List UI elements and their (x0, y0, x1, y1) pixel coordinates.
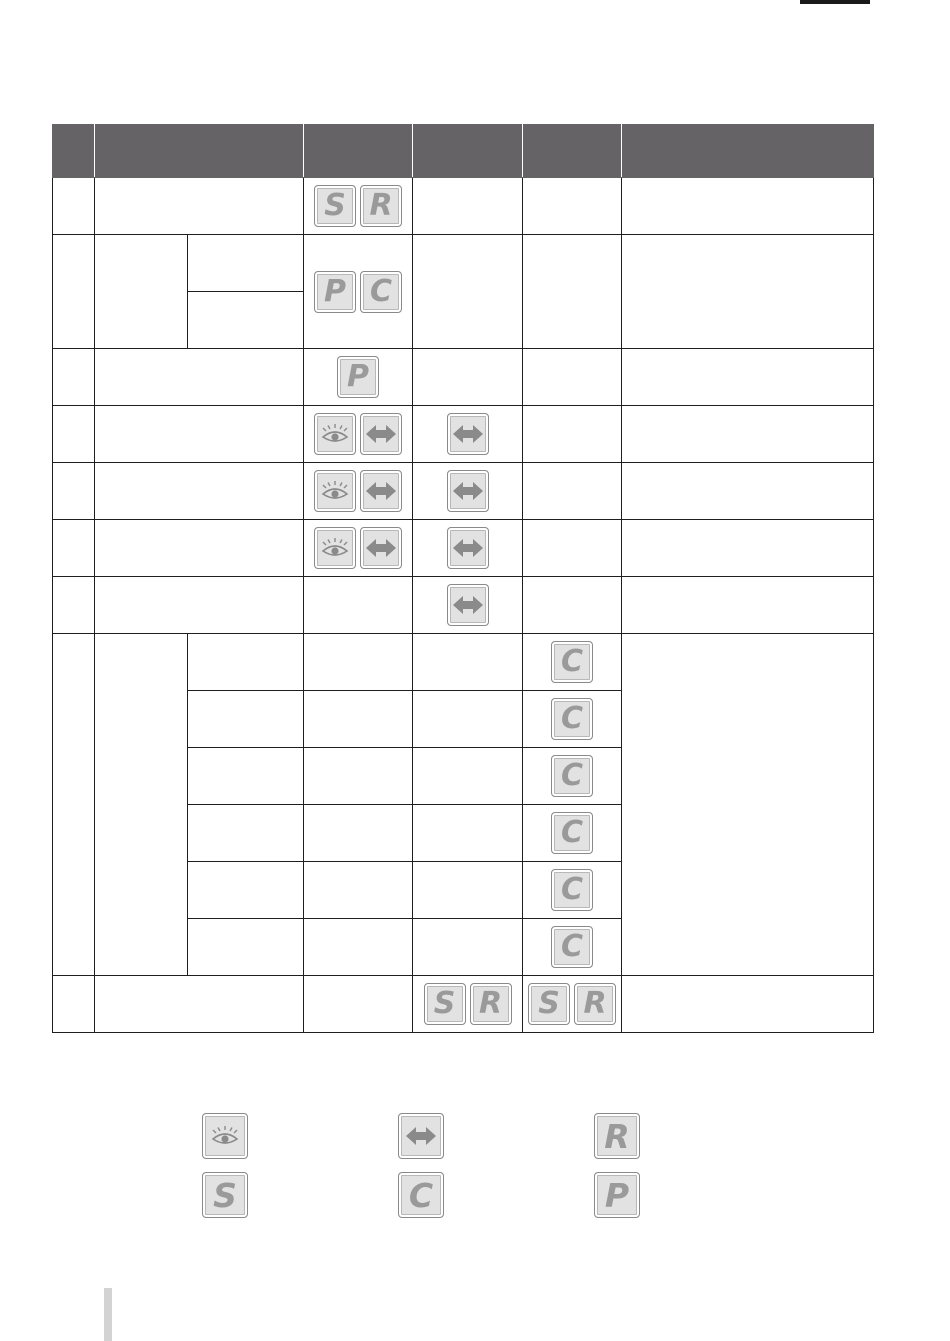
header-cell (95, 125, 304, 178)
double-arrow-icon (447, 527, 489, 569)
r-key-icon (594, 1113, 640, 1159)
table-cell (95, 178, 304, 235)
s-key-icon (528, 983, 570, 1025)
icon-group (413, 470, 522, 512)
p-key-icon (337, 356, 379, 398)
table-row (53, 178, 874, 235)
table-cell (304, 634, 413, 691)
p-letter: P (604, 1175, 630, 1215)
table-cell (523, 748, 622, 805)
r-letter: R (369, 188, 393, 223)
c-key-icon (551, 926, 593, 968)
c-letter: C (560, 872, 584, 907)
icon-group (413, 413, 522, 455)
table-cell (188, 862, 304, 919)
table-cell (413, 634, 523, 691)
icon-group (413, 584, 522, 626)
c-letter: C (560, 644, 584, 679)
table-cell (413, 406, 523, 463)
header-cell (413, 125, 523, 178)
table-cell (304, 805, 413, 862)
table-cell (413, 349, 523, 406)
table-cell (304, 463, 413, 520)
r-key-icon (470, 983, 512, 1025)
header-cell (622, 125, 874, 178)
s-letter: S (433, 986, 456, 1021)
table-cell (188, 805, 304, 862)
table-cell (95, 577, 304, 634)
table-cell (622, 634, 874, 976)
c-key-icon (551, 869, 593, 911)
table-header (53, 125, 874, 178)
table-cell (53, 178, 95, 235)
table-cell (53, 463, 95, 520)
c-key-icon (398, 1172, 444, 1218)
eye-icon (314, 470, 356, 512)
r-key-icon (360, 185, 402, 227)
c-letter: C (560, 815, 584, 850)
c-key-icon (360, 271, 402, 313)
table-row (53, 463, 874, 520)
table-cell (95, 976, 304, 1033)
icon-group (523, 698, 621, 740)
table-cell (413, 178, 523, 235)
c-letter: C (560, 758, 584, 793)
eye-icon (314, 527, 356, 569)
p-key-icon (594, 1172, 640, 1218)
table-cell (413, 691, 523, 748)
double-arrow-icon (360, 527, 402, 569)
r-key-icon (574, 983, 616, 1025)
double-arrow-icon (398, 1113, 444, 1159)
table-cell (523, 178, 622, 235)
s-letter: S (213, 1175, 237, 1215)
table-cell (304, 862, 413, 919)
table-cell (523, 235, 622, 349)
table-cell (304, 748, 413, 805)
table-cell (53, 976, 95, 1033)
table-cell (413, 805, 523, 862)
icon-group (523, 641, 621, 683)
table-cell (304, 178, 413, 235)
s-key-icon (202, 1172, 248, 1218)
s-letter: S (538, 986, 560, 1021)
table-cell (413, 862, 523, 919)
icon-group (523, 983, 621, 1025)
double-arrow-icon (360, 470, 402, 512)
table-cell (53, 520, 95, 577)
table-cell (95, 463, 304, 520)
table-cell (95, 634, 188, 976)
header-cell (304, 125, 413, 178)
table-cell (622, 463, 874, 520)
double-arrow-icon (447, 584, 489, 626)
eye-icon (202, 1113, 248, 1159)
table-cell (188, 292, 304, 349)
table-cell (304, 577, 413, 634)
header-cell (523, 125, 622, 178)
table-cell (523, 976, 622, 1033)
double-arrow-icon (360, 413, 402, 455)
table-cell (53, 349, 95, 406)
table-cell (622, 349, 874, 406)
table-cell (95, 406, 304, 463)
c-letter: C (408, 1175, 434, 1215)
c-key-icon (551, 698, 593, 740)
c-key-icon (551, 812, 593, 854)
table-cell (523, 634, 622, 691)
table-cell (304, 349, 413, 406)
table-cell (622, 178, 874, 235)
icon-group (523, 869, 621, 911)
icon-group (304, 271, 412, 313)
icon-group (304, 413, 412, 455)
table-cell (53, 634, 95, 976)
table-cell (523, 520, 622, 577)
p-letter: P (324, 273, 346, 309)
table-cell (523, 349, 622, 406)
c-letter: C (560, 929, 584, 964)
p-key-icon (314, 271, 356, 313)
table-cell (188, 691, 304, 748)
page-corner-mark (800, 0, 870, 4)
table-cell (304, 406, 413, 463)
table-cell (523, 862, 622, 919)
c-key-icon (551, 755, 593, 797)
s-letter: S (324, 188, 346, 223)
table-cell (523, 577, 622, 634)
table-cell (95, 349, 304, 406)
double-arrow-icon (447, 413, 489, 455)
table-cell (413, 463, 523, 520)
table-cell (53, 235, 95, 349)
table-row (53, 349, 874, 406)
table-cell (622, 520, 874, 577)
table-cell (413, 748, 523, 805)
header-cell (53, 125, 95, 178)
table-cell (304, 976, 413, 1033)
table-cell (304, 520, 413, 577)
icon-group (523, 926, 621, 968)
table-cell (413, 919, 523, 976)
table-cell (523, 919, 622, 976)
table-row (53, 976, 874, 1033)
table-cell (304, 919, 413, 976)
table-cell (304, 235, 413, 349)
table-row (53, 235, 874, 292)
c-key-icon (551, 641, 593, 683)
icon-group (523, 755, 621, 797)
table-cell (523, 691, 622, 748)
table-cell (188, 235, 304, 292)
eye-icon (314, 413, 356, 455)
table-cell (622, 577, 874, 634)
table-row (53, 634, 874, 691)
table-cell (622, 976, 874, 1033)
table-cell (413, 976, 523, 1033)
table-cell (413, 577, 523, 634)
double-arrow-icon (447, 470, 489, 512)
table-cell (413, 520, 523, 577)
icon-group (413, 527, 522, 569)
table-cell (188, 919, 304, 976)
c-letter: C (369, 273, 393, 309)
icon-group (523, 812, 621, 854)
table-cell (304, 691, 413, 748)
table-cell (188, 634, 304, 691)
r-letter: R (478, 986, 503, 1021)
table-cell (53, 577, 95, 634)
table-cell (523, 406, 622, 463)
table-cell (622, 235, 874, 349)
table-cell (523, 805, 622, 862)
icon-group (304, 185, 412, 227)
table-row (53, 577, 874, 634)
s-key-icon (314, 185, 356, 227)
r-letter: R (604, 1116, 630, 1156)
icon-group (413, 983, 522, 1025)
table-cell (523, 463, 622, 520)
table-cell (53, 406, 95, 463)
table-cell (622, 406, 874, 463)
function-table (52, 124, 874, 1033)
table-cell (95, 520, 304, 577)
table-row (53, 406, 874, 463)
s-key-icon (424, 983, 466, 1025)
table-row (53, 520, 874, 577)
table-cell (95, 235, 188, 349)
icon-group (304, 470, 412, 512)
icon-group (304, 356, 412, 398)
page-edge-bar (104, 1288, 112, 1341)
p-letter: P (347, 359, 369, 394)
icon-group (304, 527, 412, 569)
c-letter: C (560, 701, 584, 736)
table-cell (188, 748, 304, 805)
table-cell (413, 235, 523, 349)
r-letter: R (583, 986, 607, 1021)
